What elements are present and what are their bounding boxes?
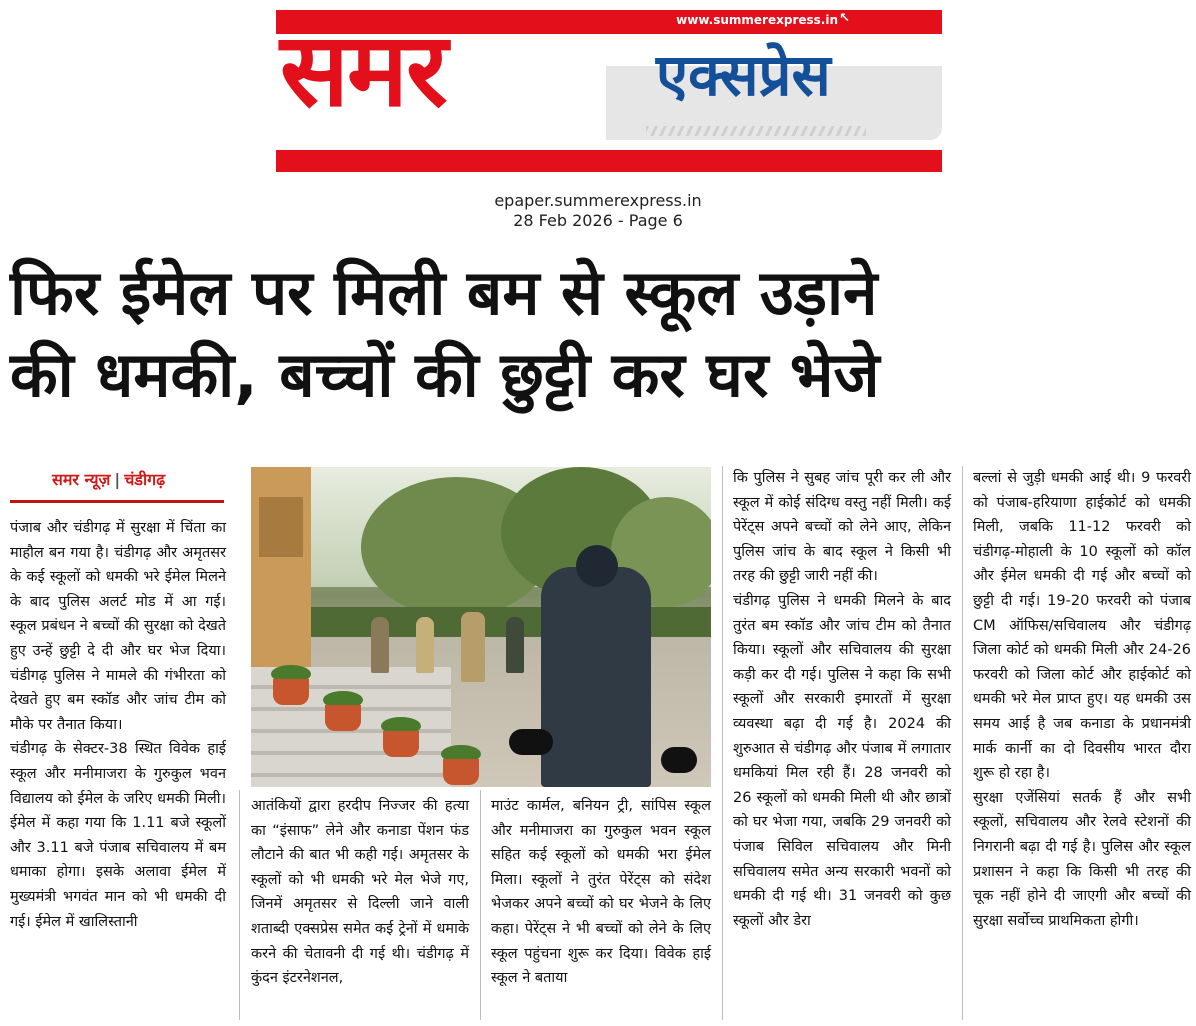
headline-line-2: की धमकी, बच्चों की छुट्टी कर घर भेजे bbox=[10, 338, 880, 411]
article-byline bbox=[10, 468, 226, 502]
byline-agency: समर न्यूज़ bbox=[52, 470, 111, 489]
column-3-paragraph-1: माउंट कार्मल, बनियन ट्री, सांपिस स्कूल और मनीमाजरा का गुरुकुल भवन स्कूल सहित कई स्कूलों को धमकी भरा ईमेल मिला। स्कूलों ने तुरंत पेरेंट्स को संदेश भेजकर अपने बच्चों को घर भेजने के लिए कहा। पेरेंट्स ने भी बच्चों को लेने के लिए स्कूल पहुंचना शुरू कर दिया। विवेक हाई स्कूल ने बताया bbox=[491, 798, 711, 987]
cursor-arrow-icon: ↖ bbox=[839, 11, 850, 26]
column-divider bbox=[480, 790, 481, 1020]
headline-line-1: फिर ईमेल पर मिली बम से स्कूल उड़ाने bbox=[10, 256, 878, 329]
article-column-1 bbox=[10, 516, 226, 934]
article-column-5 bbox=[973, 466, 1191, 933]
column-divider bbox=[239, 790, 240, 1020]
column-5-paragraph-2: सुरक्षा एजेंसियां सतर्क हैं और सभी स्कूलों, सचिवालय और रेलवे स्टेशनों की निगरानी बढ़ा दी गई है। पुलिस और स्कूल प्रशासन ने कहा कि किसी भी तरह की चूक नहीं होने दी जाएगी और बच्चों की सुरक्षा सर्वोच्च प्राथमिकता होगी। bbox=[973, 789, 1191, 929]
masthead-stripes bbox=[646, 126, 866, 136]
column-4-paragraph-2: चंडीगढ़ पुलिस ने धमकी मिलने के बाद तुरंत बम स्कॉड और जांच टीम को तैनात किया। स्कूलों और सचिवालय की सुरक्षा कड़ी कर दी गई। पुलिस ने कहा कि सभी स्कूलों और सरकारी इमारतों में सुरक्षा व्यवस्था बढ़ा दी गई है। 2024 की शुरुआत से चंडीगढ़ और पंजाब में लगातार धमकियां मिल रही हैं। 28 जनवरी को 26 स्कूलों को धमकी मिली थी और छात्रों को घर भेजा गया, जबकि 29 जनवरी को पंजाब सिविल सचिवालय और मिनी सचिवालय समेत अन्य सरकारी भवनों को धमकी दी गई थी। 31 जनवरी को कुछ स्कूलों और डेरा bbox=[733, 592, 951, 929]
epaper-date-page: 28 Feb 2026 - Page 6 bbox=[513, 211, 683, 230]
newspaper-masthead bbox=[276, 10, 944, 175]
masthead-bottom-band bbox=[276, 150, 942, 172]
column-divider bbox=[722, 466, 723, 1020]
epaper-url[interactable]: epaper.summerexpress.in bbox=[494, 191, 702, 210]
masthead-website[interactable]: www.summerexpress.in bbox=[676, 13, 838, 27]
column-2-paragraph-1: आतंकियों द्वारा हरदीप निज्जर की हत्या का “इंसाफ” लेने और कनाडा पेंशन फंड लौटाने की बात भी कही गई। अमृतसर के स्कूलों को भी धमकी भरे मेल भेजे गए, जिनमें अमृतसर से दिल्ली जाने वाली शताब्दी एक्सप्रेस समेत कई ट्रेनों में धमाके करने की चेतावनी दी गई थी। चंडीगढ़ में कुंदन इंटरनेशनल, bbox=[251, 798, 469, 987]
column-1-paragraph-1: पंजाब और चंडीगढ़ में सुरक्षा में चिंता का माहौल बन गया है। चंडीगढ़ और अमृतसर के कई स्कूलों को धमकी भरे ईमेल मिलने के बाद पुलिस अलर्ट मोड में आ गई। स्कूल प्रबंधन ने बच्चों की सुरक्षा को देखते हुए उन्हें छुट्टी दे दी और घर भेज दिया। चंडीगढ़ पुलिस ने मामले की गंभीरता को देखते हुए बम स्कॉड और जांच टीम को मौके पर तैनात किया। bbox=[10, 520, 226, 733]
news-photo-police-dog-squad bbox=[251, 467, 711, 787]
article-column-3 bbox=[491, 794, 711, 991]
masthead-title-samar: समर bbox=[280, 11, 446, 130]
masthead-title-express: एक्सप्रेस bbox=[656, 41, 831, 109]
column-divider bbox=[962, 466, 963, 1020]
byline-separator: | bbox=[114, 470, 121, 489]
byline-city: चंडीगढ़ bbox=[124, 470, 166, 489]
article-headline bbox=[10, 252, 1190, 416]
column-1-paragraph-2: चंडीगढ़ के सेक्टर-38 स्थित विवेक हाई स्कूल और मनीमाजरा के गुरुकुल भवन विद्यालय को ईमेल के जरिए धमकी मिली। ईमेल में कहा गया कि 1.11 बजे स्कूलों और 3.11 बजे पंजाब सचिवालय में बम धमाका होगा। इसके अलावा ईमेल में मुख्यमंत्री भगवंत मान को भी धमकी दी गई। ईमेल में खालिस्तानी bbox=[10, 741, 226, 930]
article-column-2 bbox=[251, 794, 469, 991]
byline-underline bbox=[10, 500, 224, 503]
column-4-paragraph-1: कि पुलिस ने सुबह जांच पूरी कर ली और स्कूल में कोई संदिग्ध वस्तु नहीं मिली। कई पेरेंट्स अपने बच्चों को लेने आए, लेकिन पुलिस जांच के बाद स्कूल ने किसी भी तरह की छुट्टी जारी नहीं की। bbox=[733, 470, 951, 585]
column-5-paragraph-1: बल्लां से जुड़ी धमकी आई थी। 9 फरवरी को पंजाब-हरियाणा हाईकोर्ट को धमकी मिली, जबकि 11-12 फरवरी को चंडीगढ़-मोहाली के 10 स्कूलों को कॉल और ईमेल धमकी दी गई और बच्चों को छुट्टी दी गई। 19-20 फरवरी को पंजाब CM ऑफिस/सचिवालय और चंडीगढ़ जिला कोर्ट को धमकी मिली और 24-26 फरवरी को जिला कोर्ट और हाईकोर्ट को धमकी भरे मेल प्राप्त हुए। यह धमकी उस समय आई है जब कनाडा के प्रधानमंत्री मार्क कार्नी का दो दिवसीय भारत दौरा शुरू हो रहा है। bbox=[973, 470, 1191, 782]
article-column-4 bbox=[733, 466, 951, 933]
